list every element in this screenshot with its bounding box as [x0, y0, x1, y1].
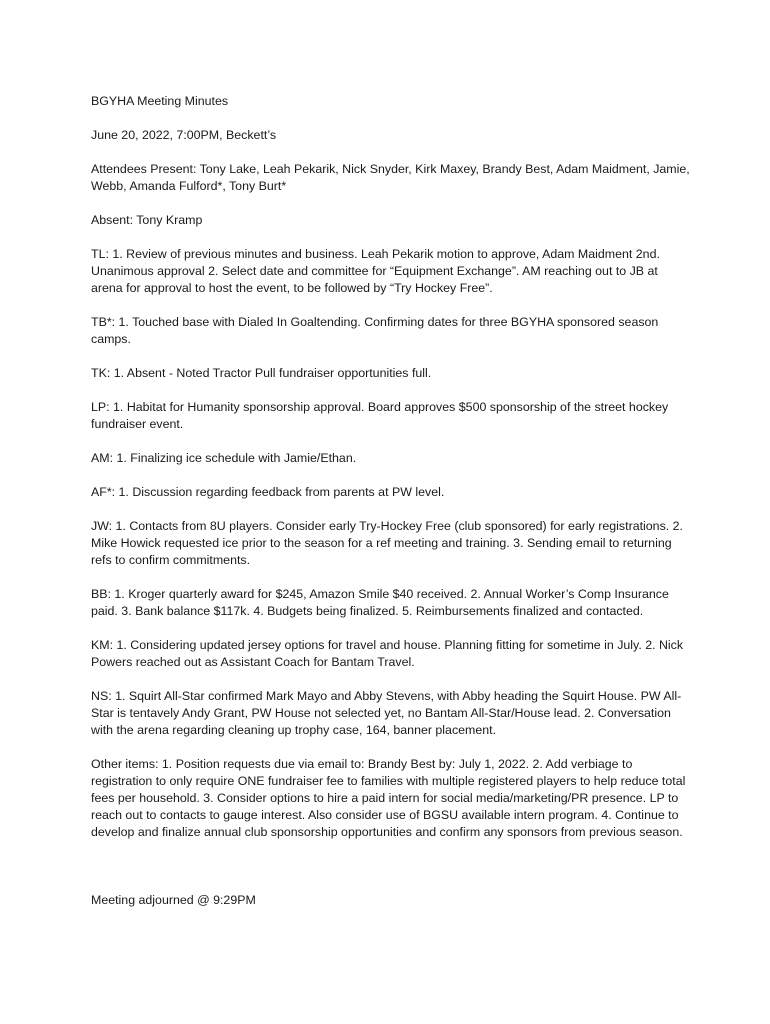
report-tl: TL: 1. Review of previous minutes and business. Leah Pekarik motion to approve, Adam Maidment 2nd. Unanimous approval 2. Select date and committee for “Equipment Exchange”. AM reaching out to JB at arena for approval to host the event, to be followed by “Try Hockey Free”.: [91, 247, 660, 295]
report-bb: BB: 1. Kroger quarterly award for $245, Amazon Smile $40 received. 2. Annual Worker’s Comp Insurance paid. 3. Bank balance $117k. 4. Budgets being finalized. 5. Reimbursements finalized and contacted.: [91, 587, 669, 618]
adjourned-line: Meeting adjourned @ 9:29PM: [91, 893, 256, 907]
attendees-paragraph: Attendees Present: Tony Lake, Leah Pekarik, Nick Snyder, Kirk Maxey, Brandy Best, Adam Maidment, Jamie, Webb, Amanda Fulford*, Tony Burt*: [91, 162, 690, 193]
report-lp: LP: 1. Habitat for Humanity sponsorship approval. Board approves $500 sponsorship of the street hockey fundraiser event.: [91, 400, 669, 431]
report-tb: TB*: 1. Touched base with Dialed In Goaltending. Confirming dates for three BGYHA sponsored season camps.: [91, 315, 659, 346]
report-other-items: Other items: 1. Position requests due via email to: Brandy Best by: July 1, 2022. 2. Add verbiage to registration to only require ONE fundraiser fee to families with multiple registered players to help reduce total fees per household. 3. Consider options to hire a paid intern for social media/marketing/PR presence. LP to reach out to contacts to gauge interest. Also consider use of BGSU available intern program. 4. Continue to develop and finalize annual club sponsorship opportunities and confirm any sponsors from previous season.: [91, 757, 686, 839]
report-tk: TK: 1. Absent - Noted Tractor Pull fundraiser opportunities full.: [91, 366, 432, 380]
report-am: AM: 1. Finalizing ice schedule with Jamie/Ethan.: [91, 451, 357, 465]
absent-paragraph: Absent: Tony Kramp: [91, 213, 203, 227]
report-jw: JW: 1. Contacts from 8U players. Consider early Try-Hockey Free (club sponsored) for early registrations. 2. Mike Howick requested ice prior to the season for a ref meeting and training. 3. Sending email to returning refs to confirm commitments.: [91, 519, 683, 567]
report-km: KM: 1. Considering updated jersey options for travel and house. Planning fitting for sometime in July. 2. Nick Powers reached out as Assistant Coach for Bantam Travel.: [91, 638, 684, 669]
report-ns: NS: 1. Squirt All-Star confirmed Mark Mayo and Abby Stevens, with Abby heading the Squirt House. PW All-Star is tentavely Andy Grant, PW House not selected yet, no Bantam All-Star/House lead. 2. Conversation with the arena regarding cleaning up trophy case, 164, banner placement.: [91, 689, 682, 737]
report-af: AF*: 1. Discussion regarding feedback from parents at PW level.: [91, 485, 445, 499]
minutes-body: [91, 93, 691, 926]
document-title: BGYHA Meeting Minutes: [91, 94, 229, 108]
meeting-date-location: June 20, 2022, 7:00PM, Beckett’s: [91, 128, 277, 142]
